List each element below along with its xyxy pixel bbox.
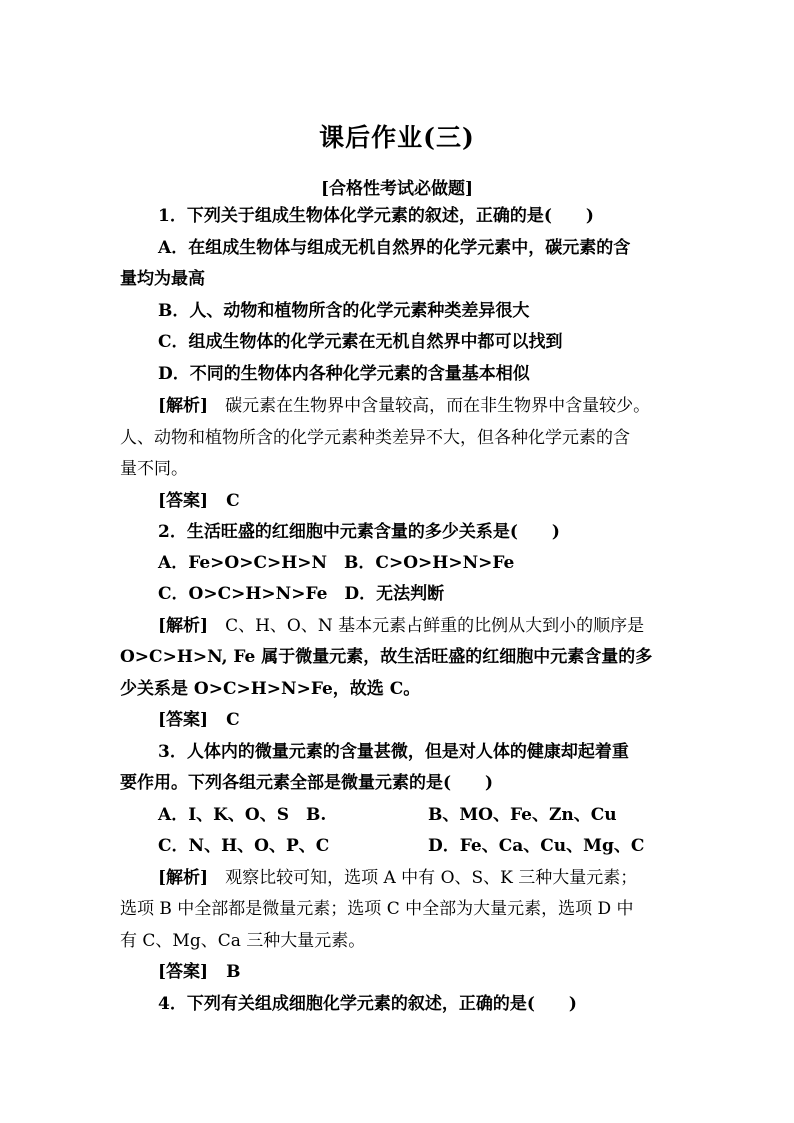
q1-analysis-line2: 人、动物和植物所含的化学元素种类差异不大，但各种化学元素的含 [120,428,630,448]
section-heading: [合格性考试必做题] [320,179,474,199]
q1-option-d: D．不同的生物体内各种化学元素的含量基本相似 [158,364,530,384]
q1-option-c: C．组成生物体的化学元素在无机自然界中都可以找到 [158,332,563,352]
q2-answer [158,708,718,732]
q1-option-b: B．人、动物和植物所含的化学元素种类差异很大 [158,301,530,321]
q2-options-line2: C．O>C>H>N>Fe D．无法判断 [158,584,445,604]
q3-answer [158,960,718,984]
q2-options-line1: A．Fe>O>C>H>N B．C>O>H>N>Fe [158,553,515,573]
answer-value: C [226,710,240,730]
q3-option-d: D．Fe、Ca、Cu、Mg、C [428,836,645,856]
q3-analysis-line2: 选项 B 中全部都是微量元素；选项 C 中全部为大量元素，选项 D 中 [120,899,634,919]
q3-options-row2 [158,834,678,858]
q2-analysis-line1 [158,614,718,638]
q1-analysis-line3: 量不同。 [120,459,188,479]
answer-tag: [答案] [158,710,209,730]
analysis-text: 观察比较可知，选项 A 中有 O、S、K 三种大量元素； [225,868,638,888]
q2-analysis-line2: O>C>H>N, Fe 属于微量元素，故生活旺盛的红细胞中元素含量的多 [120,647,653,667]
answer-tag: [答案] [158,491,209,511]
q2-stem: 2．生活旺盛的红细胞中元素含量的多少关系是( ) [158,522,560,542]
answer-value: B [226,962,241,982]
analysis-tag: [解析] [158,396,209,416]
q1-option-a-line1: A．在组成生物体与组成无机自然界的化学元素中，碳元素的含 [158,238,631,258]
q4-stem: 4．下列有关组成细胞化学元素的叙述，正确的是( ) [158,994,577,1014]
q2-analysis-line3: 少关系是 O>C>H>N>Fe，故选 C。 [120,679,421,699]
analysis-tag: [解析] [158,616,209,636]
q1-option-a-line2: 量均为最高 [120,269,205,289]
q3-analysis-line3: 有 C、Mg、Ca 三种大量元素。 [120,931,366,951]
q1-answer [158,489,718,513]
answer-value: C [226,491,240,511]
analysis-text: 碳元素在生物界中含量较高，而在非生物界中含量较少。 [225,396,651,416]
q3-stem-line1: 3．人体内的微量元素的含量甚微，但是对人体的健康却起着重 [158,742,629,762]
q3-option-b: B、MO、Fe、Zn、Cu [428,805,617,825]
q3-options-row1 [158,803,678,827]
q3-analysis-line1 [158,866,718,890]
q3-stem-line2: 要作用。下列各组元素全部是微量元素的是( ) [120,773,494,793]
answer-tag: [答案] [158,962,209,982]
q3-option-a: A．I、K、O、S B. [158,805,327,825]
analysis-text: C、H、O、N 基本元素占鲜重的比例从大到小的顺序是 [225,616,645,636]
q3-option-c: C．N、H、O、P、C [158,836,330,856]
analysis-tag: [解析] [158,868,209,888]
page-title: 课后作业(三) [319,123,475,152]
q1-stem: 1．下列关于组成生物体化学元素的叙述，正确的是( ) [158,206,594,226]
q1-analysis-line1 [158,394,718,418]
